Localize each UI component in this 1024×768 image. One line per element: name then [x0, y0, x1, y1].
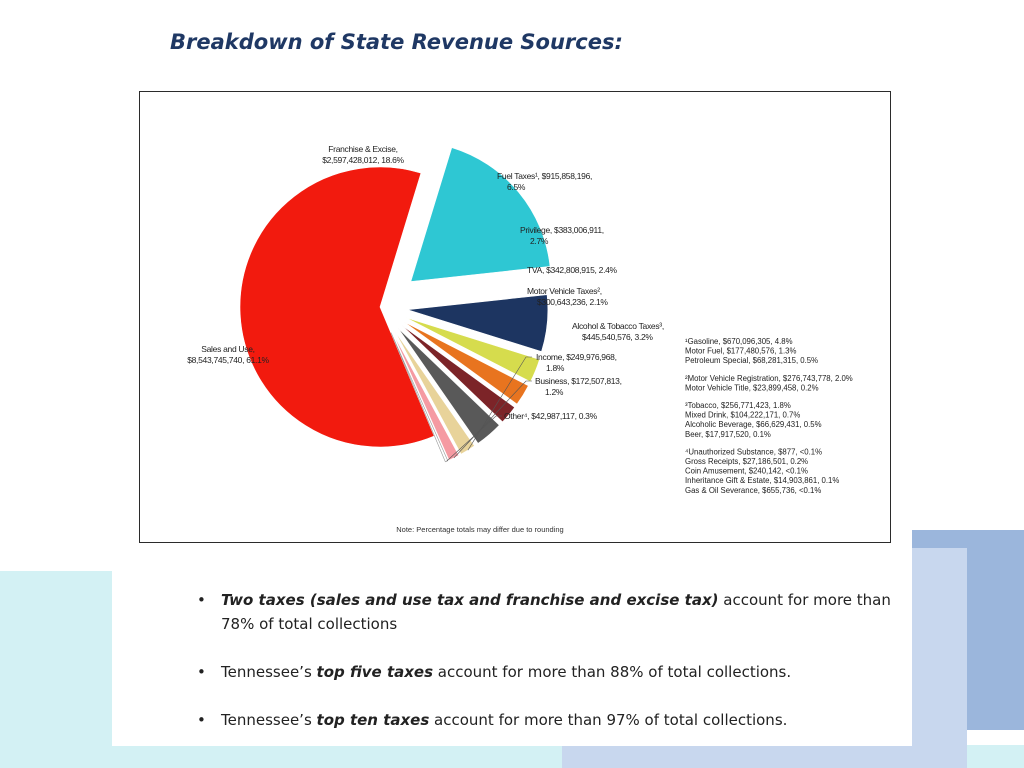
bullet-item — [193, 588, 893, 636]
footnote-line: Coin Amusement, $240,142, <0.1% — [685, 466, 808, 476]
summary-bullets — [193, 588, 893, 732]
slice-label-line: Privilege, $383,006,911, — [520, 225, 604, 235]
slice-label — [497, 171, 592, 192]
background-light-blue-block — [912, 548, 967, 768]
footnote-line: Petroleum Special, $68,281,315, 0.5% — [685, 356, 819, 366]
slice-label-line: 6.5% — [507, 182, 526, 192]
footnote-line: ¹Gasoline, $670,096,305, 4.8% — [685, 337, 793, 346]
bullet-text: Tennessee’s — [221, 711, 317, 729]
footnote-line: ²Motor Vehicle Registration, $276,743,778, 2.0% — [685, 373, 853, 383]
slide-title: Breakdown of State Revenue Sources: — [170, 30, 623, 54]
pie-chart — [140, 92, 890, 542]
chart-note: Note: Percentage totals may differ due to rounding — [396, 525, 564, 534]
bullet-item — [193, 708, 893, 732]
background-teal-block — [0, 571, 120, 768]
pie-chart-frame — [139, 91, 891, 543]
bullet-item — [193, 660, 893, 684]
slice-label-line: $300,643,236, 2.1% — [537, 297, 608, 307]
slice-label-line: Alcohol & Tobacco Taxes³, — [572, 321, 664, 331]
slice-label — [504, 411, 598, 421]
slice-label-line: Income, $249,976,968, — [536, 352, 617, 362]
slice-label — [527, 286, 608, 307]
slice-label-line: $8,543,745,740, 61.1% — [187, 355, 269, 365]
slice-label-line: 1.8% — [546, 363, 565, 373]
background-light-blue-strip — [562, 746, 967, 768]
bullet-emphasis: top five taxes — [316, 663, 434, 681]
slice-label-line: Franchise & Excise, — [328, 144, 398, 154]
bullet-text: account for more than 78% of total collections — [221, 591, 891, 633]
bullet-emphasis: top ten taxes — [316, 711, 430, 729]
footnote-line: ⁴Unauthorized Substance, $877, <0.1% — [685, 447, 823, 457]
slice-label — [520, 225, 604, 246]
slice-label-line: $2,597,428,012, 18.6% — [322, 155, 404, 165]
footnote-line: Beer, $17,917,520, 0.1% — [685, 429, 771, 439]
footnote-line: Gas & Oil Severance, $655,736, <0.1% — [685, 485, 822, 495]
footnote-line: Motor Vehicle Title, $23,899,458, 0.2% — [685, 383, 819, 393]
slice-label — [535, 376, 622, 397]
footnote-line: Inheritance Gift & Estate, $14,903,861, 0.1% — [685, 476, 840, 486]
slice-label — [572, 321, 664, 342]
slice-label-line: $445,540,576, 3.2% — [582, 332, 653, 342]
bullet-text: account for more than 97% of total collections. — [429, 711, 788, 729]
bullet-text: account for more than 88% of total collections. — [433, 663, 792, 681]
slice-label-line: Other⁴, $42,987,117, 0.3% — [504, 411, 597, 421]
pie-slice — [240, 167, 434, 447]
slice-label — [527, 265, 618, 275]
slice-label — [322, 144, 404, 165]
slice-label-line: TVA, $342,808,915, 2.4% — [527, 265, 617, 275]
slice-label-line: Fuel Taxes¹, $915,858,196, — [497, 171, 593, 181]
footnotes — [685, 337, 853, 495]
footnote-line: Alcoholic Beverage, $66,629,431, 0.5% — [685, 420, 822, 430]
slice-label-line: 1.2% — [545, 387, 564, 397]
footnote-line: Motor Fuel, $177,480,576, 1.3% — [685, 346, 797, 356]
slice-label-line: Motor Vehicle Taxes², — [527, 286, 604, 296]
footnote-line: Gross Receipts, $27,186,501, 0.2% — [685, 457, 809, 466]
footnote-line: ³Tobacco, $256,771,423, 1.8% — [685, 401, 791, 410]
footnote-line: Mixed Drink, $104,222,171, 0.7% — [685, 410, 801, 420]
pie-slice — [411, 148, 550, 282]
slice-label-line: Sales and Use, — [201, 344, 255, 354]
slice-label — [536, 352, 617, 373]
slice-label-line: 2.7% — [530, 236, 549, 246]
bullet-text: Tennessee’s — [221, 663, 317, 681]
slice-label-line: Business, $172,507,813, — [535, 376, 622, 386]
bullet-emphasis: Two taxes (sales and use tax and franchise and excise tax) — [221, 591, 719, 609]
